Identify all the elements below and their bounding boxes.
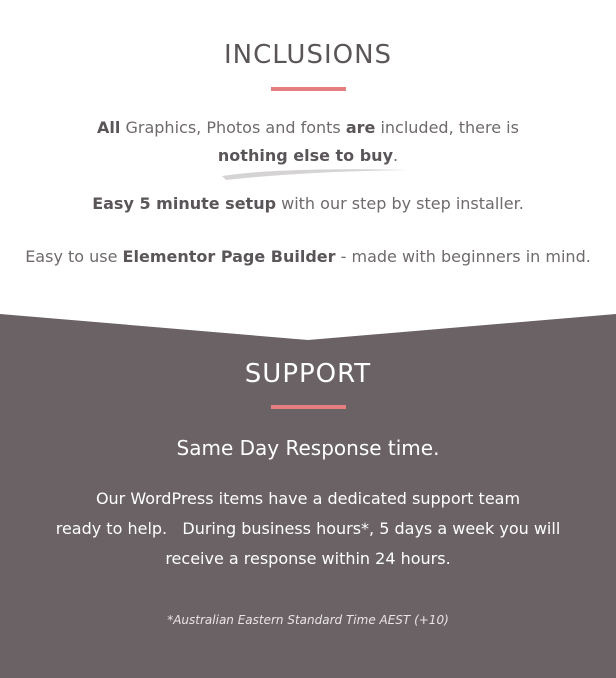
support-heading-underline [271, 405, 346, 409]
page-builder-emphasis: Elementor Page Builder [122, 247, 336, 266]
easy-setup-emphasis: Easy 5 minute setup [92, 194, 277, 213]
inclusions-line-2 [0, 146, 616, 165]
inclusions-line-4-tail: - made with beginners in mind. [335, 247, 591, 266]
inclusions-line-1 [0, 118, 616, 137]
inclusions-heading-underline [271, 87, 346, 91]
inclusions-line-1-text-a: Graphics, Photos and fonts [120, 118, 346, 137]
nothing-else-emphasis: nothing else to buy [217, 146, 393, 165]
all-emphasis: All [97, 118, 121, 137]
inclusions-line-2-tail: . [393, 146, 399, 165]
inclusions-heading: INCLUSIONS [223, 40, 393, 70]
inclusions-line-4 [0, 247, 616, 266]
timezone-footnote: *Australian Eastern Standard Time AEST (+10) [167, 613, 449, 627]
inclusions-line-3 [0, 194, 616, 213]
support-heading: SUPPORT [244, 359, 372, 389]
are-emphasis: are [345, 118, 376, 137]
response-time-subheading: Same Day Response time. [176, 436, 440, 460]
support-line-3: receive a response within 24 hours. [165, 549, 451, 568]
brush-swoosh-icon [220, 166, 410, 182]
inclusions-line-1-text-b: included, there is [375, 118, 519, 137]
inclusions-line-4-lead: Easy to use [25, 247, 123, 266]
support-line-2: ready to help. During business hours*, 5 days a week you will [55, 519, 561, 538]
inclusions-line-3-tail: with our step by step installer. [276, 194, 524, 213]
support-line-1: Our WordPress items have a dedicated support team [95, 489, 521, 508]
